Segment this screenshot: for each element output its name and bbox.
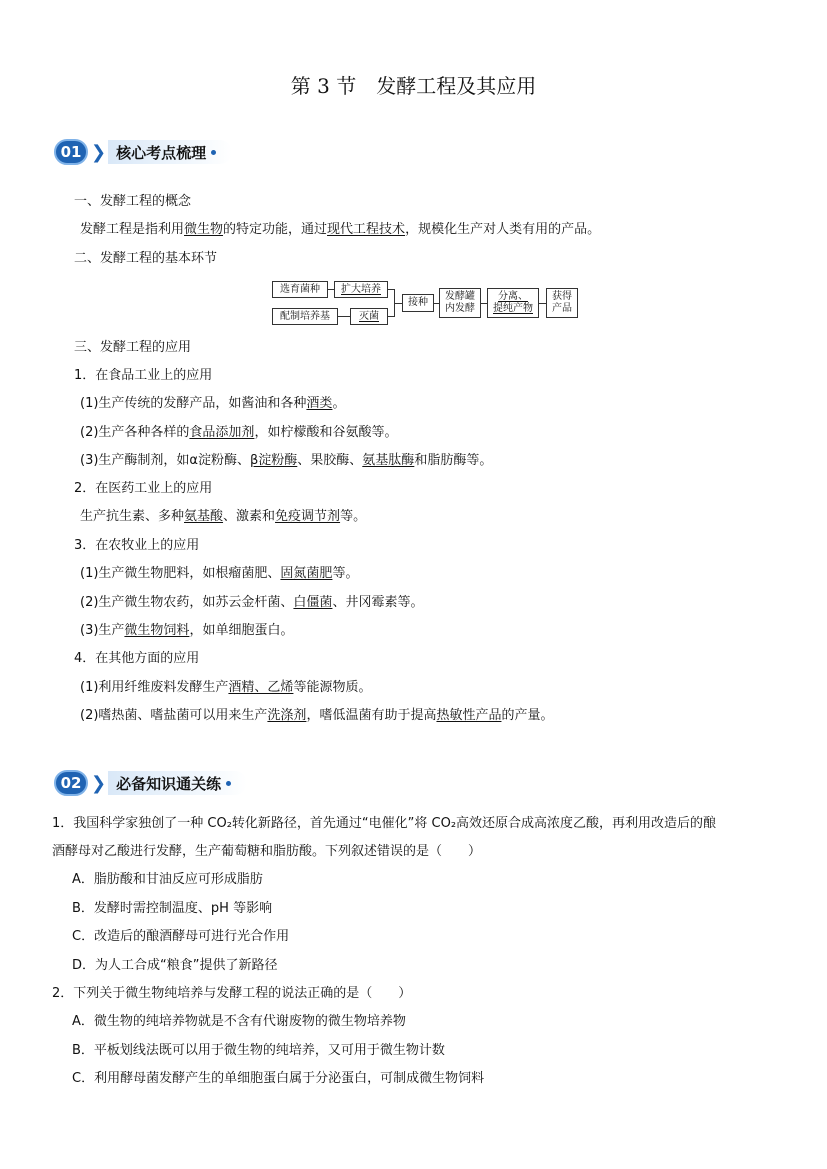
flow-box-prepare-medium: 配制培养基 [272,308,338,325]
question-1-option-a: A．脂肪酸和甘油反应可形成脂肪 [72,872,263,887]
dot-icon [226,781,231,786]
section-banner-core [54,138,232,166]
question-2-option-a: A．微生物的纯培养物就是不含有代谢废物的微生物培养物 [72,1014,406,1029]
flow-box-sterilize: 灭菌 [350,308,388,325]
flow-box-obtain-product: 获得 产品 [546,288,578,318]
agri-item-3: (3)生产微生物饲料，如单细胞蛋白。 [80,623,294,638]
heading-concept: 一、发酵工程的概念 [74,194,192,209]
other-item-2: (2)嗜热菌、嗜盐菌可以用来生产洗涤剂，嗜低温菌有助于提高热敏性产品的产量。 [80,708,554,723]
question-2-stem: 2．下列关于微生物纯培养与发酵工程的说法正确的是（ ） [52,986,412,1001]
question-2-option-c: C．利用酵母菌发酵产生的单细胞蛋白属于分泌蛋白，可制成微生物饲料 [72,1071,485,1086]
medicine-item: 生产抗生素、多种氨基酸、激素和免疫调节剂等。 [80,509,367,524]
flow-box-inoculate: 接种 [402,294,434,312]
agri-item-1: (1)生产微生物肥料，如根瘤菌肥、固氮菌肥等。 [80,566,359,581]
other-item-1: (1)利用纤维废料发酵生产酒精、乙烯等能源物质。 [80,680,372,695]
chevron-right-icon: ❯ [91,772,107,794]
question-1-stem-line-1: 1．我国科学家独创了一种 CO₂转化新路径，首先通过“电催化”将 CO₂高效还原合成高浓度乙酸，再利用改造后的酿 [52,816,717,831]
question-1-option-d: D．为人工合成“粮食”提供了新路径 [72,958,278,973]
chevron-right-icon: ❯ [91,141,107,163]
flow-box-fermentation: 发酵罐 内发酵 [439,288,481,318]
question-1-option-b: B．发酵时需控制温度、pH 等影响 [72,901,273,916]
question-2-option-b: B．平板划线法既可以用于微生物的纯培养，又可用于微生物计数 [72,1043,445,1058]
section-number: 01 [54,139,88,165]
flow-box-separate-purify: 分离、 提纯产物 [487,288,539,318]
heading-applications: 三、发酵工程的应用 [74,340,192,355]
agri-item-2: (2)生产微生物农药，如苏云金杆菌、白僵菌、井冈霉素等。 [80,595,424,610]
section-banner-practice [54,769,247,797]
heading-food-industry: 1．在食品工业上的应用 [74,368,213,383]
heading-agriculture: 3．在农牧业上的应用 [74,538,200,553]
section-number: 02 [54,770,88,796]
question-1-option-c: C．改造后的酿酒酵母可进行光合作用 [72,929,290,944]
heading-medicine: 2．在医药工业上的应用 [74,481,213,496]
page-title: 第 3 节 发酵工程及其应用 [290,74,537,98]
section-label: 核心考点梳理 [108,140,232,164]
food-item-3: (3)生产酶制剂，如α淀粉酶、β淀粉酶、果胶酶、氨基肽酶和脂肪酶等。 [80,453,493,468]
flow-box-expand-culture: 扩大培养 [334,281,388,298]
paragraph-concept: 发酵工程是指利用微生物的特定功能，通过现代工程技术，规模化生产对人类有用的产品。 [80,222,601,237]
heading-other: 4．在其他方面的应用 [74,651,200,666]
process-flow-diagram [272,279,582,325]
section-label: 必备知识通关练 [108,771,247,795]
dot-icon [211,150,216,155]
food-item-1: (1)生产传统的发酵产品，如酱油和各种酒类。 [80,396,346,411]
question-1-stem-line-2: 酒酵母对乙酸进行发酵，生产葡萄糖和脂肪酸。下列叙述错误的是（ ） [52,844,482,859]
heading-steps: 二、发酵工程的基本环节 [74,251,218,266]
food-item-2: (2)生产各种各样的食品添加剂，如柠檬酸和谷氨酸等。 [80,425,398,440]
flow-box-select-strain: 选育菌种 [272,281,328,298]
